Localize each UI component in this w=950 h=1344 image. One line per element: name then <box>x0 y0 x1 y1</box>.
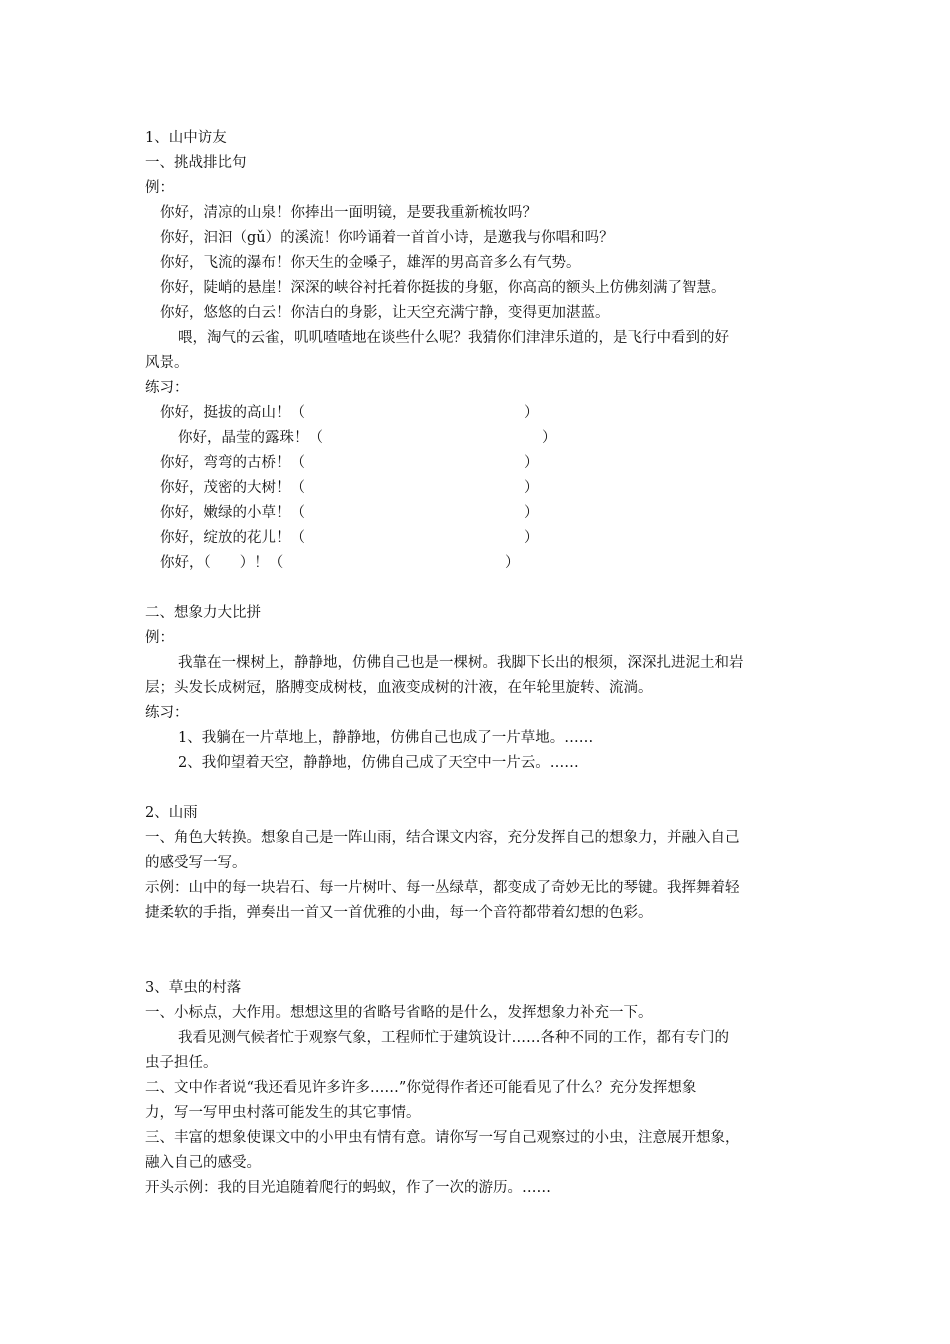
example-line: 你好，悠悠的白云！你洁白的身影，让天空充满宁静，变得更加湛蓝。 <box>160 305 610 321</box>
example-label: 例： <box>145 180 174 196</box>
practice-close-paren: ） <box>524 505 539 521</box>
example-line: 你好，陡峭的悬崖！深深的峡谷衬托着你挺拔的身躯，你高高的额头上仿佛刻满了智慧。 <box>160 280 726 296</box>
paragraph-line: 融入自己的感受。 <box>145 1155 261 1171</box>
practice-label: 练习： <box>145 380 189 396</box>
section-1-title: 1、山中访友 <box>145 130 227 146</box>
part-2-heading: 二、想象力大比拼 <box>145 605 261 621</box>
paragraph-line: 我靠在一棵树上，静静地，仿佛自己也是一棵树。我脚下长出的根须，深深扎进泥土和岩 <box>178 655 744 671</box>
paragraph-line: 一、角色大转换。想象自己是一阵山雨，结合课文内容，充分发挥自己的想象力，并融入自己 <box>145 830 740 846</box>
paragraph-line: 层；头发长成树冠，胳膊变成树枝，血液变成树的汁液，在年轮里旋转、流淌。 <box>145 680 653 696</box>
part-1-heading: 一、挑战排比句 <box>145 155 247 171</box>
practice-close-paren: ） <box>524 455 539 471</box>
practice-prompt: 你好，晶莹的露珠！（ <box>178 430 323 446</box>
example-line: 你好，汩汩（gǔ）的溪流！你吟诵着一首首小诗，是邀我与你唱和吗？ <box>160 230 614 246</box>
practice-line <box>160 456 305 471</box>
practice-prompt: 你好，弯弯的古桥！（ <box>160 455 305 471</box>
practice-close-paren: ） <box>505 555 520 571</box>
practice-close-paren: ） <box>524 530 539 546</box>
paragraph-line: 我看见测气候者忙于观察气象，工程师忙于建筑设计……各种不同的工作，都有专门的 <box>178 1030 729 1046</box>
example-line: 你好，清凉的山泉！你捧出一面明镜，是要我重新梳妆吗？ <box>160 205 537 221</box>
paragraph-line: 风景。 <box>145 355 189 371</box>
practice-line <box>160 481 305 496</box>
section-3-title: 3、草虫的村落 <box>145 980 242 996</box>
practice-prompt: 你好，绽放的花儿！（ <box>160 530 305 546</box>
paragraph-line: 虫子担任。 <box>145 1055 218 1071</box>
practice-line <box>160 506 305 521</box>
paragraph-line: 一、小标点，大作用。想想这里的省略号省略的是什么，发挥想象力补充一下。 <box>145 1005 653 1021</box>
practice-line <box>178 431 323 446</box>
practice-prompt: 你好，茂密的大树！（ <box>160 480 305 496</box>
practice-item: 1、我躺在一片草地上，静静地，仿佛自己也成了一片草地。…… <box>178 730 594 746</box>
practice-item: 2、我仰望着天空，静静地，仿佛自己成了天空中一片云。…… <box>178 755 579 771</box>
paragraph-line: 二、文中作者说“我还看见许多许多……”你觉得作者还可能看见了什么？充分发挥想象 <box>145 1080 697 1096</box>
practice-line <box>160 556 283 571</box>
paragraph-line: 喂，淘气的云雀，叽叽喳喳地在谈些什么呢？我猜你们津津乐道的，是飞行中看到的好 <box>178 330 729 346</box>
paragraph-line: 示例：山中的每一块岩石、每一片树叶、每一丛绿草，都变成了奇妙无比的琴键。我挥舞着轻 <box>145 880 740 896</box>
practice-prompt: 你好，（ ）！（ <box>160 555 284 571</box>
practice-prompt: 你好，嫩绿的小草！（ <box>160 505 305 521</box>
example-line: 你好，飞流的瀑布！你天生的金嗓子，雄浑的男高音多么有气势。 <box>160 255 581 271</box>
example-label: 例： <box>145 630 174 646</box>
paragraph-line: 三、丰富的想象使课文中的小甲虫有情有意。请你写一写自己观察过的小虫，注意展开想象， <box>145 1130 740 1146</box>
practice-prompt: 你好，挺拔的高山！（ <box>160 405 305 421</box>
practice-close-paren: ） <box>542 430 557 446</box>
practice-label: 练习： <box>145 705 189 721</box>
paragraph-line: 开头示例：我的目光追随着爬行的蚂蚁，作了一次的游历。…… <box>145 1180 551 1196</box>
practice-close-paren: ） <box>524 405 539 421</box>
practice-close-paren: ） <box>524 480 539 496</box>
section-2-title: 2、山雨 <box>145 805 198 821</box>
paragraph-line: 的感受写一写。 <box>145 855 247 871</box>
practice-line <box>160 531 305 546</box>
practice-line <box>160 406 305 421</box>
paragraph-line: 力，写一写甲虫村落可能发生的其它事情。 <box>145 1105 421 1121</box>
paragraph-line: 捷柔软的手指，弹奏出一首又一首优雅的小曲，每一个音符都带着幻想的色彩。 <box>145 905 653 921</box>
